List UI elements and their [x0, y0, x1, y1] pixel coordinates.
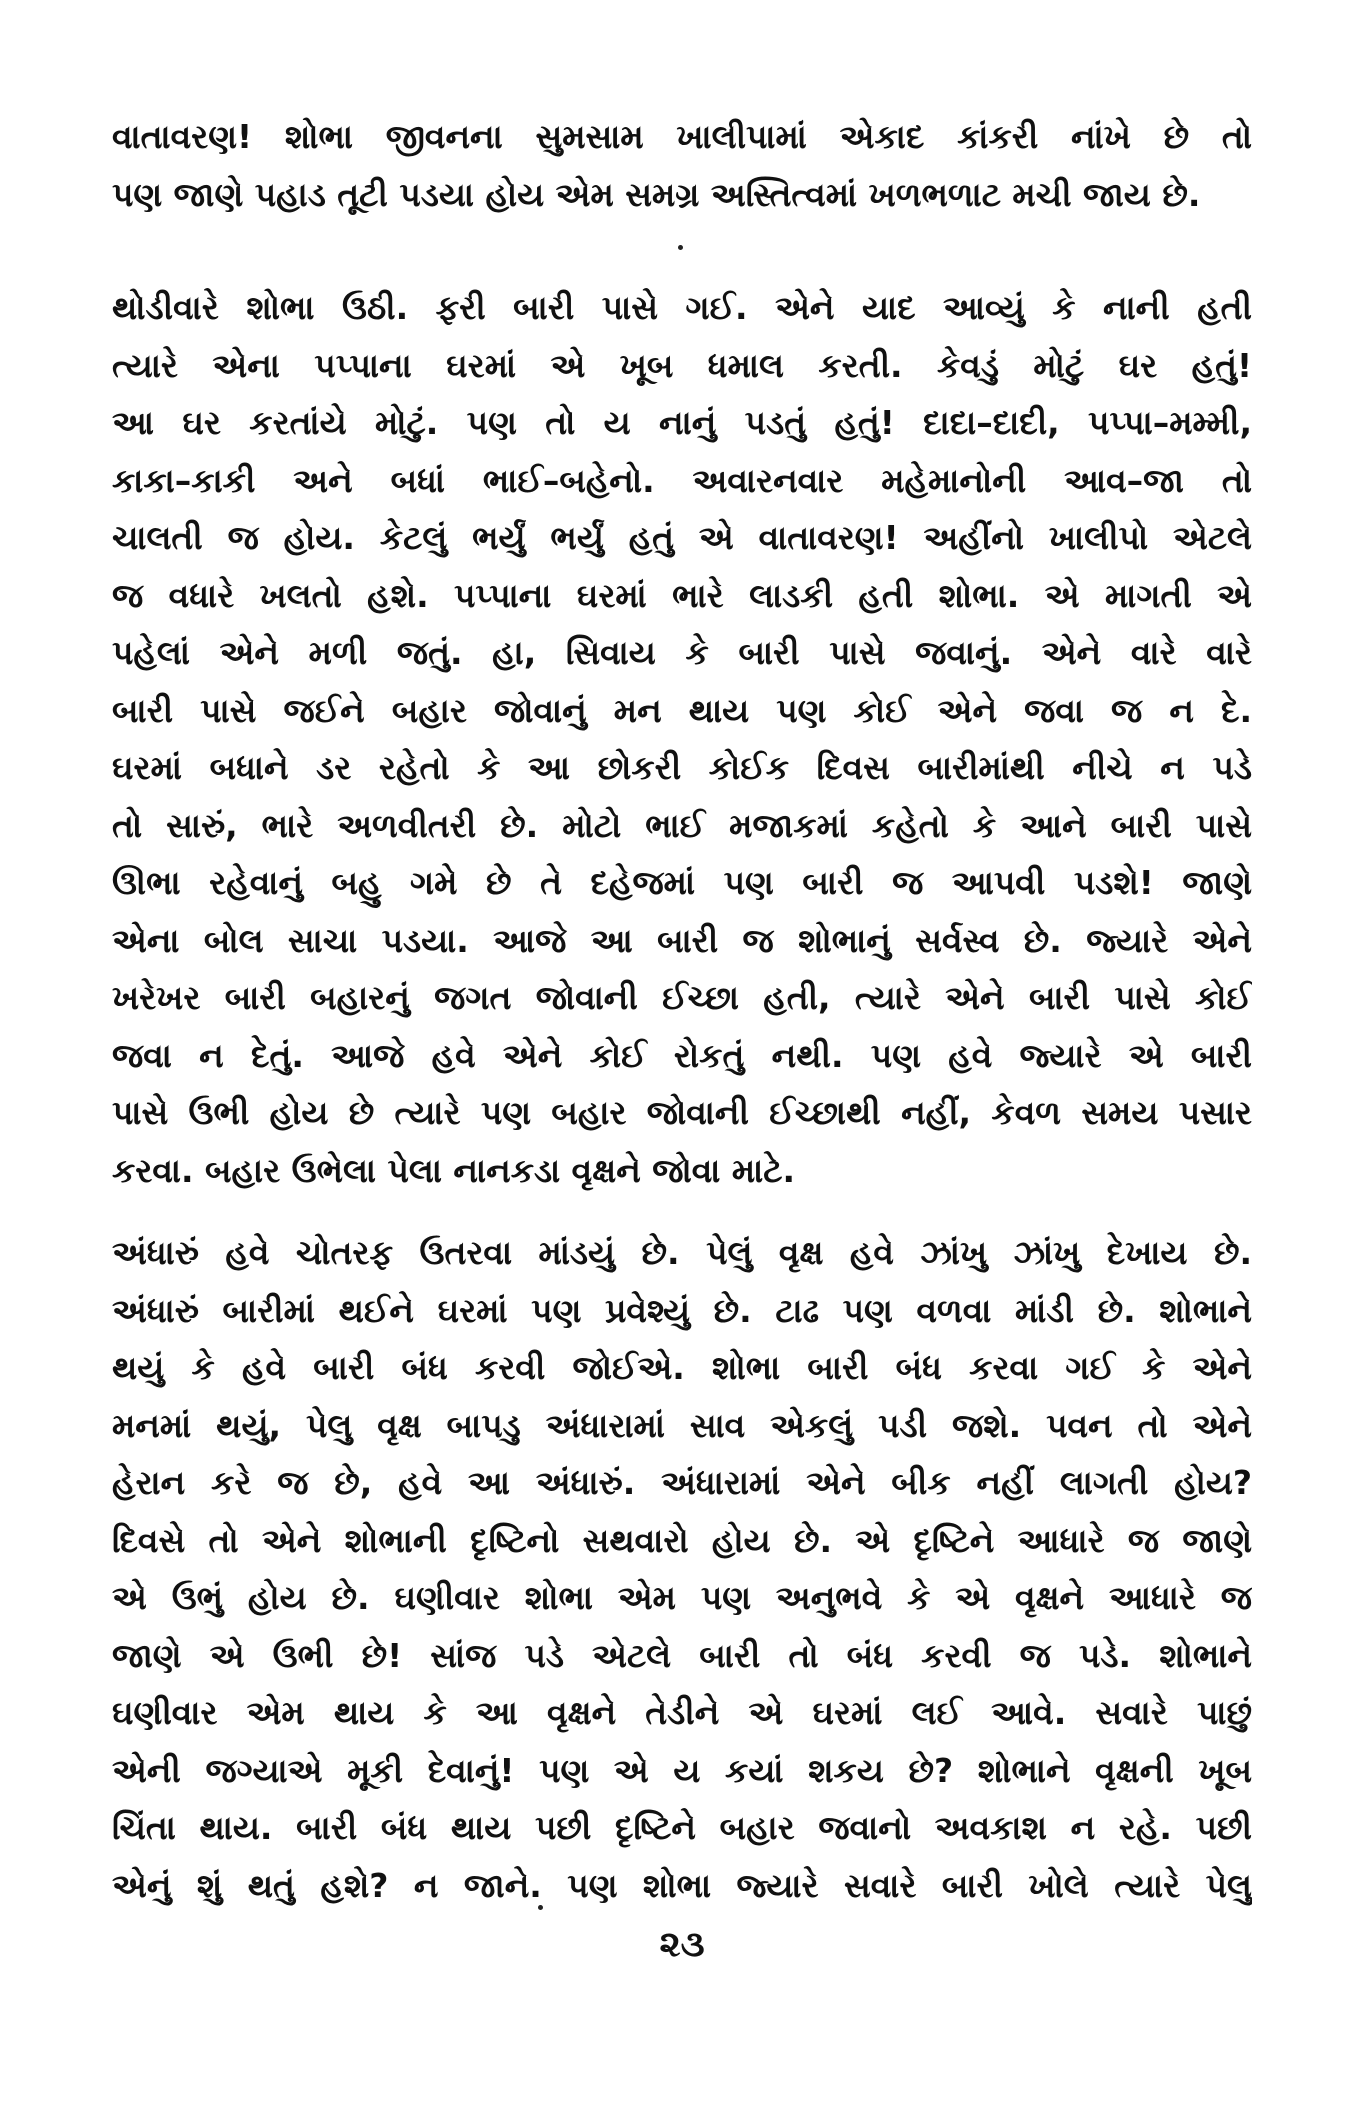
text-line: ચાલતી જ હોય. કેટલું ભર્યું ભર્યું હતું એ વાતાવરણ! અહીંનો ખાલીપો એટલે: [112, 518, 1252, 557]
text-line: ત્યારે એના પપ્પાના ઘરમાં એ ખૂબ ધમાલ કરતી. કેવડું મોટું ઘર હતું!: [112, 345, 1252, 385]
text-line: બારી પાસે જઈને બહાર જોવાનું મન થાય પણ કોઈ એને જવા જ ન દે.: [112, 690, 1252, 730]
text-line: અંધારું હવે ચોતરફ ઉતરવા માંડયું છે. પેલું વૃક્ષ હવે ઝાંખુ ઝાંખુ દેખાય છે.: [112, 1233, 1252, 1272]
text-line: થોડીવારે શોભા ઉઠી. ફરી બારી પાસે ગઈ. એને યાદ આવ્યું કે નાની હતી: [112, 288, 1252, 327]
text-line: મનમાં થયું, પેલુ વૃક્ષ બાપડુ અંધારામાં સાવ એકલું પડી જશે. પવન તો એને: [112, 1405, 1252, 1445]
stray-dot: [678, 245, 683, 250]
text-line: અંધારું બારીમાં થઈને ઘરમાં પણ પ્રવેશ્યું છે. ટાઢ પણ વળવા માંડી છે. શોભાને: [112, 1290, 1252, 1330]
text-line: વાતાવરણ! શોભા જીવનના સુમસામ ખાલીપામાં એકાદ કાંકરી નાંખે છે તો: [112, 117, 1252, 156]
text-line: હેરાન કરે જ છે, હવે આ અંધારું. અંધારામાં એને બીક નહીં લાગતી હોય?: [112, 1463, 1252, 1502]
text-line: કરવા. બહાર ઉભેલા પેલા નાનકડા વૃક્ષને જોવા માટે.: [112, 1150, 795, 1190]
text-line: તો સારું, ભારે અળવીતરી છે. મોટો ભાઈ મજાકમાં કહેતો કે આને બારી પાસે: [112, 805, 1252, 845]
text-line: પણ જાણે પહાડ તૂટી પડયા હોય એમ સમગ્ર અસ્તિત્વમાં ખળભળાટ મચી જાય છે.: [112, 174, 1201, 214]
text-line: દિવસે તો એને શોભાની દૃષ્ટિનો સથવારો હોય છે. એ દૃષ્ટિને આધારે જ જાણે: [112, 1520, 1252, 1560]
text-line: થયું કે હવે બારી બંધ કરવી જોઈએ. શોભા બારી બંધ કરવા ગઈ કે એને: [112, 1348, 1252, 1387]
text-line: જાણે એ ઉભી છે! સાંજ પડે એટલે બારી તો બંધ કરવી જ પડે. શોભાને: [112, 1635, 1252, 1675]
text-line: એની જગ્યાએ મૂકી દેવાનું! પણ એ ય કયાં શકય છે? શોભાને વૃક્ષની ખૂબ: [112, 1750, 1252, 1790]
text-line: ઘણીવાર એમ થાય કે આ વૃક્ષને તેડીને એ ઘરમાં લઈ આવે. સવારે પાછું: [112, 1693, 1252, 1732]
paragraph-1: [112, 108, 1252, 223]
text-line: ખરેખર બારી બહારનું જગત જોવાની ઈચ્છા હતી, ત્યારે એને બારી પાસે કોઈ: [112, 978, 1252, 1017]
page-number: ૨૩: [659, 1924, 705, 1965]
text-line: જવા ન દેતું. આજે હવે એને કોઈ રોકતું નથી. પણ હવે જ્યારે એ બારી: [112, 1035, 1252, 1075]
paragraph-3: [112, 1224, 1252, 1914]
text-line: એનું શું થતું હશે? ન જાને. પણ શોભા જ્યારે સવારે બારી ખોલે ત્યારે પેલુ: [112, 1865, 1252, 1905]
text-line: પહેલાં એને મળી જતું. હા, સિવાય કે બારી પાસે જવાનું. એને વારે વારે: [112, 633, 1252, 672]
text-line: એ ઉભું હોય છે. ઘણીવાર શોભા એમ પણ અનુભવે કે એ વૃક્ષને આધારે જ: [112, 1578, 1252, 1617]
text-line: ચિંતા થાય. બારી બંધ થાય પછી દૃષ્ટિને બહાર જવાનો અવકાશ ન રહે. પછી: [112, 1808, 1252, 1847]
text-line: એના બોલ સાચા પડયા. આજે આ બારી જ શોભાનું સર્વસ્વ છે. જ્યારે એને: [112, 920, 1252, 960]
text-line: ઊભા રહેવાનું બહુ ગમે છે તે દહેજમાં પણ બારી જ આપવી પડશે! જાણે: [112, 863, 1252, 902]
paragraph-2: [112, 279, 1252, 1199]
text-line: કાકા–કાકી અને બધાં ભાઈ–બહેનો. અવારનવાર મહેમાનોની આવ–જા તો: [112, 460, 1252, 500]
text-line: જ વધારે ખલતો હશે. પપ્પાના ઘરમાં ભારે લાડકી હતી શોભા. એ માગતી એ: [112, 575, 1252, 615]
text-line: ઘરમાં બધાને ડર રહેતો કે આ છોકરી કોઈક દિવસ બારીમાંથી નીચે ન પડે: [112, 748, 1252, 787]
text-line: આ ઘર કરતાંયે મોટું. પણ તો ય નાનું પડતું હતું! દાદા–દાદી, પપ્પા–મમ્મી,: [112, 403, 1252, 442]
stray-dot: [538, 1905, 543, 1910]
text-line: પાસે ઉભી હોય છે ત્યારે પણ બહાર જોવાની ઈચ્છાથી નહીં, કેવળ સમય પસાર: [112, 1093, 1252, 1132]
